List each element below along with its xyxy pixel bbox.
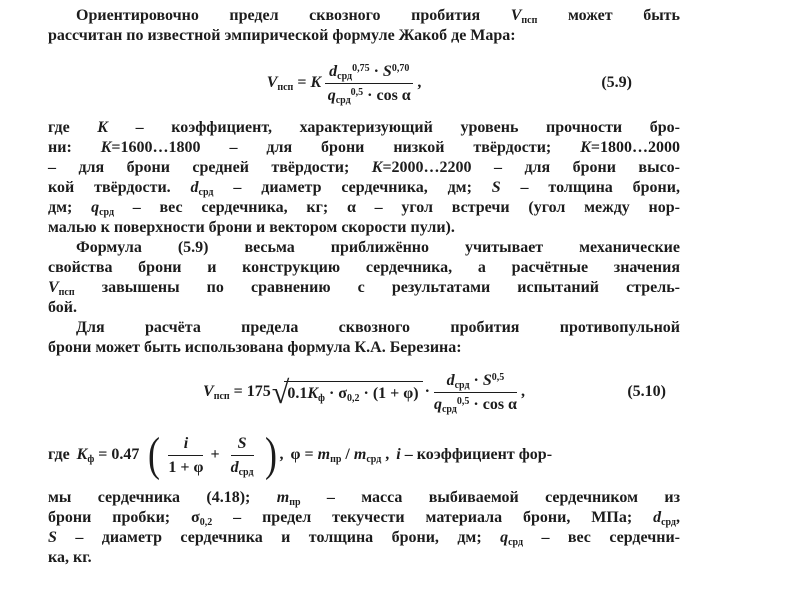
formula-5-9-body <box>267 62 422 105</box>
formula-5-10 <box>48 364 680 420</box>
text-line: брони пробки; $\sigma_{0,2}$ – предел текучести материала брони, МПа; $d_{срд}$, <box>48 509 680 528</box>
text-line: мы сердечника (4.18); $m_{пр}$ – масса выбиваемой сердечником из <box>48 489 681 508</box>
paragraph-note-5-9 <box>48 238 680 318</box>
kf-tail: i – коэффициент фор- <box>396 446 553 463</box>
text-line: брони может быть использована формула К.А. Березина: <box>48 339 462 356</box>
kf-fraction-2 <box>231 434 254 477</box>
text-line: бой. <box>48 299 78 316</box>
radicand: $0.1K_ф \cdot \sigma_{0,2} \cdot (1 + \varphi)$ <box>284 381 422 403</box>
formula-5-9-fraction <box>325 62 413 105</box>
text-line: малью к поверхности брони и вектором скорости пули). <box>48 219 455 236</box>
paragraph-berezin-intro <box>48 318 680 358</box>
radical-sign: √ <box>271 374 290 410</box>
open-paren: ( <box>148 428 161 481</box>
equation-number-5-9: (5.9) <box>601 74 632 91</box>
paragraph-jacob-de-marre-intro <box>48 6 680 46</box>
fraction-numerator: i <box>168 434 203 456</box>
text-line: рассчитан по известной эмпирической формуле Жакоб де Мара: <box>48 27 516 44</box>
close-paren: ) <box>264 428 277 481</box>
plus-sign: + <box>210 446 220 463</box>
formula-5-9-lhs: $V_{псп} = K$ <box>266 74 322 93</box>
fraction-numerator: $d_{срд} \cdot S^{0,5}$ <box>434 371 517 393</box>
text-line: Ориентировочно предел сквозного пробития $V_{псп}$ может быть <box>76 7 680 26</box>
kf-lhs: $K_ф = 0.47$ <box>76 446 140 465</box>
text-line: – для брони средней твёрдости; K=2000…2200 – для брони высо- <box>48 159 680 176</box>
formula-k-form-line <box>48 428 680 482</box>
square-root <box>271 374 423 410</box>
multiplication-dot: · <box>424 383 430 400</box>
formula-5-9-tail: , <box>417 74 422 91</box>
text-line: $V_{псп}$ завышены по сравнению с результатами испытаний стрель- <box>48 279 680 298</box>
text-line: ка, кг. <box>48 549 92 566</box>
formula-5-10-tail: , <box>520 383 525 400</box>
kf-fraction-1 <box>168 434 203 477</box>
comma: , <box>279 446 284 463</box>
text-line: свойства брони и конструкцию сердечника, а расчётные значения <box>48 259 680 276</box>
paragraph-5-10-variables <box>48 488 680 568</box>
phi-definition: $\varphi = m_{пр} / m_{срд}$ , <box>290 446 390 465</box>
text-line: S – диаметр сердечника и толщина брони, дм; $q_{срд}$ – вес сердечни- <box>48 529 680 548</box>
formula-5-10-fraction <box>434 371 517 414</box>
kf-lead: где <box>48 446 70 463</box>
text-line: ни: K=1600…1800 – для брони низкой твёрдости; K=1800…2000 <box>48 139 681 156</box>
fraction-denominator: 1 + φ <box>168 458 204 476</box>
scanned-document-page <box>0 6 800 606</box>
text-line: Формула (5.9) весьма приближённо учитывает механические <box>76 239 680 256</box>
fraction-numerator: S <box>231 434 254 456</box>
text-line: кой твёрдости. $d_{срд}$ – диаметр сердечника, дм; S – толщина брони, <box>48 179 680 198</box>
paragraph-coefficient-k-description <box>48 118 680 238</box>
text-line: Для расчёта предела сквозного пробития противопульной <box>76 319 680 336</box>
formula-5-10-lhs: $V_{псп} = 175$ <box>203 383 271 402</box>
equation-number-5-10: (5.10) <box>627 383 666 400</box>
fraction-denominator: $q_{срд}^{0,5} \cdot \cos \alpha$ <box>327 86 411 106</box>
fraction-denominator: $q_{срд}^{0,5} \cdot \cos \alpha$ <box>433 395 517 415</box>
fraction-numerator: $d_{срд}^{0,75} \cdot S^{0,70}$ <box>325 62 413 84</box>
fraction-denominator: $d_{срд}$ <box>230 458 254 478</box>
formula-5-9 <box>48 55 680 111</box>
text-line: дм; $q_{срд}$ – вес сердечника, кг; α – угол встречи (угол между нор- <box>48 199 680 218</box>
text-column <box>48 6 680 568</box>
formula-5-10-body <box>203 371 525 414</box>
text-line: где K – коэффициент, характеризующий уровень прочности бро- <box>48 119 680 136</box>
